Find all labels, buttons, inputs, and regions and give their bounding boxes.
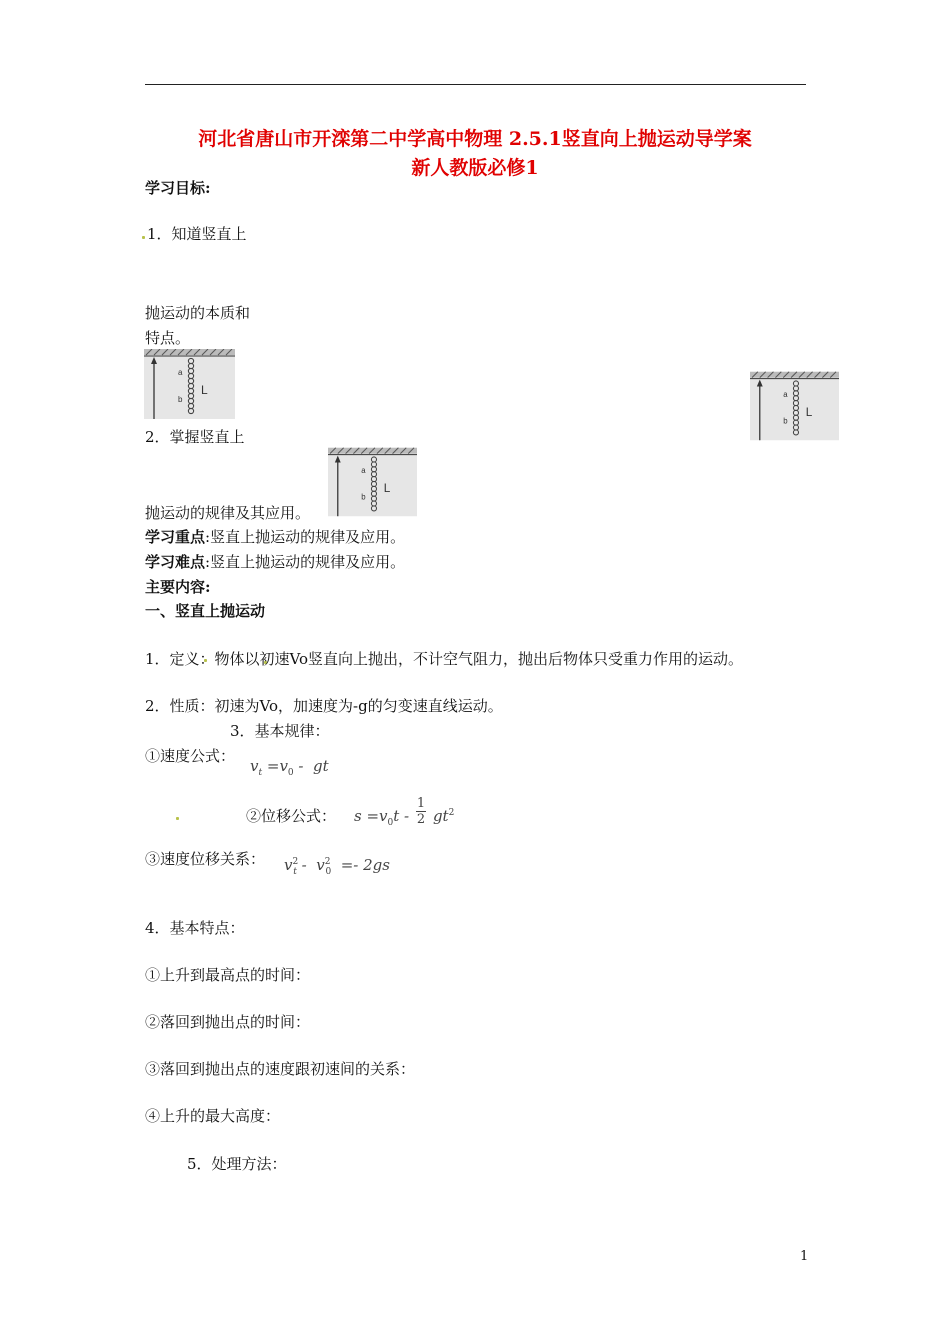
definition-text: 1．定义：物体以初速Vo竖直向上抛出，不计空气阻力，抛出后物体只受重力作用的运动。 <box>145 650 744 668</box>
spring-figure <box>328 447 417 517</box>
difficulty-text: :竖直上抛运动的规律及应用。 <box>205 553 406 571</box>
figure-label-L: L <box>383 481 391 495</box>
velocity-formula: $v_t =v_0$ - gt <box>250 757 329 778</box>
key-point-label: 学习重点 <box>145 528 206 546</box>
velocity-displacement-formula: $v^2_t - v^2_0 =- 2gs$ <box>284 856 390 877</box>
key-point-line <box>145 526 405 547</box>
feature-1: ①上升到最高点的时间： <box>145 966 311 984</box>
figure-label-L: L <box>805 405 813 419</box>
velocity-formula-label: ①速度公式： <box>145 747 236 765</box>
difficulty-label: 学习难点 <box>145 553 206 571</box>
goal1-line-c: 特点。 <box>145 329 191 347</box>
feature-4: ④上升的最大高度： <box>145 1107 281 1125</box>
spring-figure <box>144 349 235 419</box>
features-heading: 4．基本特点： <box>145 919 245 937</box>
figure-label-b: b <box>361 492 366 502</box>
doc-title-line1: 河北省唐山市开滦第二中学高中物理 2.5.1竖直向上抛运动导学案 <box>198 128 752 150</box>
displacement-formula-label: ②位移公式： <box>246 807 337 825</box>
figure-label-b: b <box>178 395 183 404</box>
difficulty-line <box>145 551 405 572</box>
laws-heading: 3．基本规律： <box>230 722 330 740</box>
goal-heading: 学习目标: <box>145 179 211 197</box>
marker-dot <box>142 236 145 239</box>
figure-label-a: a <box>783 390 788 400</box>
section-heading: 一、竖直上抛运动 <box>145 602 266 620</box>
feature-2: ②落回到抛出点的时间： <box>145 1013 311 1031</box>
page-number: 1 <box>800 1249 809 1264</box>
goal2-line-b: 抛运动的规律及其应用。 <box>145 504 311 522</box>
marker-dot <box>176 817 179 820</box>
spring-figure <box>750 371 839 441</box>
feature-3: ③落回到抛出点的速度跟初速间的关系： <box>145 1060 416 1078</box>
method-heading: 5．处理方法： <box>187 1155 287 1173</box>
goal1-line-b: 抛运动的本质和 <box>145 304 251 322</box>
goal2-line-a: 2．掌握竖直上 <box>145 428 245 446</box>
figure-label-b: b <box>783 416 788 426</box>
key-point-text: :竖直上抛运动的规律及应用。 <box>205 528 406 546</box>
content-heading: 主要内容: <box>145 578 211 596</box>
goal1-line-a: 1．知道竖直上 <box>147 225 247 243</box>
figure-label-L: L <box>201 383 208 397</box>
property-text: 2．性质：初速为Vo，加速度为-g的匀变速直线运动。 <box>145 697 503 715</box>
header-rule <box>145 84 806 85</box>
figure-label-a: a <box>361 466 366 476</box>
velocity-displacement-label: ③速度位移关系： <box>145 850 266 868</box>
displacement-formula: $s =v_0t$ - $\frac{1}{2}$ $gt^2$ <box>354 796 455 828</box>
figure-label-a: a <box>178 368 183 377</box>
doc-title-line2: 新人教版必修1 <box>411 157 539 179</box>
